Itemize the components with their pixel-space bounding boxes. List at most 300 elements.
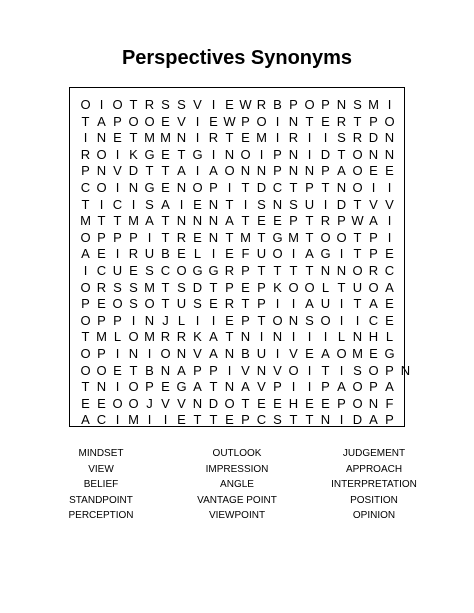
grid-letter: P (193, 362, 202, 378)
grid-letter: O (112, 97, 123, 112)
grid-letter: F (385, 395, 394, 411)
grid-letter: S (129, 296, 138, 312)
grid-letter: N (384, 146, 395, 162)
grid-letter: A (161, 196, 170, 212)
grid-letter: P (241, 312, 250, 328)
grid-letter: N (320, 412, 331, 428)
grid-letter: T (353, 229, 362, 245)
grid-letter: E (113, 130, 122, 146)
grid-letter: C (272, 180, 283, 195)
grid-letter: N (224, 346, 235, 361)
grid-letter: N (320, 263, 331, 278)
grid-letter: H (368, 329, 379, 345)
grid-letter: V (177, 113, 186, 129)
grid-letter: M (128, 412, 139, 428)
grid-letter: R (80, 146, 91, 162)
grid-letter: M (144, 329, 155, 345)
grid-letter: O (304, 97, 315, 112)
word-list-item: INTERPRETATION (331, 479, 417, 491)
grid-letter: E (225, 246, 234, 262)
grid-letter: L (337, 329, 346, 345)
grid-letter: I (307, 329, 312, 345)
grid-letter: P (257, 296, 266, 312)
grid-letter: T (257, 229, 266, 245)
word-list-item: MINDSET (78, 448, 124, 459)
grid-letter: E (321, 395, 330, 411)
grid-letter: E (241, 130, 250, 146)
grid-letter: E (273, 213, 282, 229)
grid-letter: I (259, 329, 264, 345)
grid-letter: G (144, 146, 155, 162)
grid-letter: I (115, 180, 120, 195)
grid-letter: O (288, 279, 299, 295)
grid-letter: P (209, 180, 218, 195)
grid-letter: N (208, 229, 219, 245)
grid-letter: O (96, 362, 107, 378)
grid-letter: R (96, 279, 107, 295)
grid-letter: O (80, 346, 91, 361)
grid-letter: E (113, 362, 122, 378)
grid-letter: T (241, 296, 250, 312)
grid-letter: O (96, 146, 107, 162)
grid-letter: I (259, 146, 264, 162)
grid-letter: N (352, 329, 363, 345)
grid-letter: I (339, 362, 344, 378)
grid-letter: N (288, 113, 299, 129)
grid-letter: G (208, 263, 219, 278)
grid-letter: T (81, 196, 90, 212)
grid-letter: T (353, 113, 362, 129)
grid-letter: R (176, 229, 187, 245)
grid-letter: E (81, 395, 90, 411)
grid-letter: T (97, 213, 106, 229)
grid-letter: R (144, 97, 155, 112)
grid-letter: P (97, 346, 106, 361)
grid-letter: P (257, 279, 266, 295)
grid-letter: O (368, 362, 379, 378)
grid-letter: M (144, 130, 155, 146)
grid-letter: P (369, 246, 378, 262)
grid-letter: I (387, 97, 392, 112)
grid-letter: A (145, 213, 154, 229)
grid-letter: R (336, 113, 347, 129)
grid-letter: A (305, 296, 314, 312)
grid-letter: A (369, 213, 378, 229)
grid-letter: N (272, 329, 283, 345)
grid-letter: I (387, 229, 392, 245)
grid-letter: T (81, 113, 90, 129)
grid-letter: N (208, 196, 219, 212)
grid-letter: T (305, 263, 314, 278)
grid-letter: P (369, 113, 378, 129)
grid-letter: T (161, 163, 170, 179)
grid-letter: I (115, 146, 120, 162)
grid-letter: K (193, 329, 202, 345)
grid-letter: T (289, 412, 298, 428)
word-list-item: IMPRESSION (205, 463, 269, 475)
grid-letter: U (320, 296, 331, 312)
grid-letter: N (288, 163, 299, 179)
grid-letter: L (113, 329, 122, 345)
grid-letter: T (241, 213, 250, 229)
grid-letter: O (272, 246, 283, 262)
grid-letter: S (353, 362, 362, 378)
grid-letter: O (144, 296, 155, 312)
grid-letter: A (337, 163, 346, 179)
grid-letter: P (385, 362, 394, 378)
grid-letter: S (289, 196, 298, 212)
grid-letter: D (336, 196, 347, 212)
grid-letter: I (307, 362, 312, 378)
grid-letter: T (161, 296, 170, 312)
grid-letter: M (288, 229, 299, 245)
grid-letter: T (129, 97, 138, 112)
grid-letter: T (353, 196, 362, 212)
grid-letter: C (160, 263, 171, 278)
grid-letter: T (209, 279, 218, 295)
grid-letter: I (275, 296, 280, 312)
grid-letter: E (273, 395, 282, 411)
grid-letter: P (113, 113, 122, 129)
grid-letter: T (305, 412, 314, 428)
grid-letter: E (257, 395, 266, 411)
grid-letter: N (96, 130, 107, 146)
grid-letter: I (83, 130, 88, 146)
grid-letter: I (227, 180, 232, 195)
grid-letter: P (321, 163, 330, 179)
grid-letter: N (192, 213, 203, 229)
grid-letter: E (161, 146, 170, 162)
grid-letter: E (225, 412, 234, 428)
grid-letter: E (193, 229, 202, 245)
grid-letter: A (81, 412, 90, 428)
grid-letter: O (128, 113, 139, 129)
grid-letter: D (320, 146, 331, 162)
grid-letter: U (256, 246, 267, 262)
grid-letter: R (256, 97, 267, 112)
grid-letter: T (337, 146, 346, 162)
grid-letter: I (291, 246, 296, 262)
word-list-item: VIEW (88, 463, 114, 475)
grid-letter: P (273, 146, 282, 162)
grid-letter: T (225, 229, 234, 245)
grid-letter: T (161, 229, 170, 245)
grid-letter: P (369, 229, 378, 245)
grid-letter: O (80, 229, 91, 245)
grid-letter: V (257, 379, 266, 395)
grid-letter: I (291, 296, 296, 312)
grid-letter: N (192, 395, 203, 411)
grid-letter: I (195, 163, 200, 179)
grid-letter: S (273, 412, 282, 428)
grid-letter: E (161, 180, 170, 195)
grid-letter: T (241, 180, 250, 195)
grid-letter: I (307, 146, 312, 162)
grid-letter: I (211, 246, 216, 262)
grid-letter: S (353, 97, 362, 112)
grid-letter: G (384, 346, 395, 361)
grid-letter: R (368, 263, 379, 278)
grid-letter: R (224, 263, 235, 278)
grid-letter: T (257, 263, 266, 278)
grid-letter: S (337, 130, 346, 146)
grid-letter: B (161, 246, 170, 262)
grid-letter: T (241, 395, 250, 411)
grid-letter: I (323, 130, 328, 146)
grid-letter: I (179, 196, 184, 212)
grid-letter: P (305, 180, 314, 195)
grid-letter: N (176, 213, 187, 229)
grid-letter: R (320, 213, 331, 229)
grid-letter: V (113, 163, 122, 179)
grid-letter: M (160, 130, 171, 146)
grid-letter: M (368, 97, 379, 112)
grid-letter: P (321, 379, 330, 395)
grid-letter: O (368, 279, 379, 295)
grid-letter: A (97, 113, 106, 129)
grid-letter: E (369, 346, 378, 361)
grid-letter: E (193, 196, 202, 212)
grid-letter: O (320, 229, 331, 245)
grid-letter: P (321, 97, 330, 112)
grid-letter: D (256, 180, 267, 195)
grid-letter: N (208, 213, 219, 229)
grid-letter: I (339, 312, 344, 328)
grid-letter: B (273, 97, 282, 112)
grid-letter: E (97, 246, 106, 262)
grid-letter: P (81, 163, 90, 179)
grid-letter: O (288, 362, 299, 378)
grid-letter: P (337, 213, 346, 229)
grid-letter: N (256, 362, 267, 378)
grid-letter: T (321, 362, 330, 378)
grid-letter: O (352, 379, 363, 395)
grid-letter: O (80, 279, 91, 295)
grid-letter: P (97, 229, 106, 245)
grid-letter: O (304, 279, 315, 295)
word-search-grid (69, 87, 411, 428)
grid-letter: I (99, 97, 104, 112)
grid-letter: E (385, 246, 394, 262)
grid-letter: B (241, 346, 250, 361)
grid-letter: R (160, 329, 171, 345)
grid-letter: E (369, 163, 378, 179)
grid-letter: A (337, 379, 346, 395)
word-list-item: OUTLOOK (212, 448, 262, 459)
grid-letter: E (225, 312, 234, 328)
grid-letter: N (176, 130, 187, 146)
grid-letter: G (272, 229, 283, 245)
grid-letter: O (224, 163, 235, 179)
grid-letter: U (144, 246, 155, 262)
grid-letter: A (177, 163, 186, 179)
grid-letter: C (96, 263, 107, 278)
word-list-item: VIEWPOINT (208, 510, 266, 522)
grid-letter: I (115, 412, 120, 428)
word-list-item: VANTAGE POINT (197, 494, 277, 506)
grid-letter: O (80, 312, 91, 328)
grid-letter: I (323, 329, 328, 345)
word-list-item: ANGLE (220, 479, 254, 491)
grid-letter: A (193, 379, 202, 395)
grid-letter: R (208, 130, 219, 146)
grid-letter: R (224, 296, 235, 312)
grid-letter: C (112, 196, 123, 212)
grid-letter: V (289, 346, 298, 361)
grid-letter: I (131, 312, 136, 328)
grid-letter: S (145, 263, 154, 278)
grid-letter: C (368, 312, 379, 328)
grid-letter: E (241, 279, 250, 295)
grid-letter: T (81, 329, 90, 345)
grid-letter: M (144, 279, 155, 295)
grid-letter: A (369, 296, 378, 312)
grid-letter: P (337, 395, 346, 411)
grid-letter: A (305, 246, 314, 262)
grid-letter: O (224, 395, 235, 411)
grid-letter: T (337, 279, 346, 295)
grid-letter: P (81, 296, 90, 312)
grid-letter: E (257, 213, 266, 229)
grid-letter: P (113, 312, 122, 328)
grid-letter: N (128, 346, 139, 361)
grid-letter: I (115, 246, 120, 262)
grid-letter: D (192, 279, 203, 295)
grid-letter: N (224, 146, 235, 162)
grid-letter: V (241, 362, 250, 378)
grid-letter: I (307, 130, 312, 146)
grid-letter: I (211, 312, 216, 328)
grid-letter: T (225, 130, 234, 146)
grid-letter: T (177, 146, 186, 162)
grid-letter: I (307, 379, 312, 395)
grid-letter: T (113, 213, 122, 229)
grid-letter: H (288, 395, 299, 411)
grid-letter: W (223, 113, 236, 129)
grid-letter: L (177, 312, 186, 328)
grid-letter: P (241, 412, 250, 428)
grid-letter: T (209, 379, 218, 395)
grid-letter: T (209, 412, 218, 428)
grid-letter: N (176, 346, 187, 361)
grid-letter: O (352, 395, 363, 411)
grid-letter: N (96, 163, 107, 179)
grid-letter: P (241, 263, 250, 278)
grid-letter: I (211, 97, 216, 112)
grid-letter: U (304, 196, 315, 212)
grid-letter: T (353, 296, 362, 312)
grid-letter: T (225, 329, 234, 345)
grid-letter: I (323, 196, 328, 212)
grid-letter: V (369, 196, 378, 212)
grid-letter: F (241, 246, 250, 262)
grid-letter: E (177, 246, 186, 262)
grid-letter: A (385, 279, 394, 295)
grid-letter: O (272, 312, 283, 328)
grid-letter: C (384, 263, 395, 278)
grid-letter: S (257, 196, 266, 212)
grid-letter: P (129, 229, 138, 245)
grid-letter: A (81, 246, 90, 262)
grid-letter: O (256, 113, 267, 129)
grid-letter: N (336, 97, 347, 112)
grid-letter: N (240, 163, 251, 179)
grid-letter: I (115, 379, 120, 395)
grid-letter: N (160, 362, 171, 378)
grid-letter: N (288, 146, 299, 162)
grid-letter: N (336, 263, 347, 278)
grid-letter: T (257, 312, 266, 328)
grid-letter: E (305, 395, 314, 411)
word-list-item: POSITION (350, 494, 398, 506)
grid-letter: P (145, 379, 154, 395)
grid-letter: E (97, 296, 106, 312)
grid-letter: A (209, 163, 218, 179)
grid-letter: I (355, 312, 360, 328)
grid-letter: O (352, 163, 363, 179)
grid-letter: O (144, 113, 155, 129)
grid-letter: T (305, 229, 314, 245)
grid-letter: L (321, 279, 330, 295)
grid-letter: I (115, 346, 120, 361)
grid-letter: T (273, 263, 282, 278)
word-list-item: BELIEF (83, 479, 119, 491)
grid-letter: T (161, 279, 170, 295)
grid-letter: I (147, 412, 152, 428)
grid-letter: N (384, 130, 395, 146)
grid-letter: J (162, 312, 169, 328)
grid-letter: B (145, 362, 154, 378)
grid-letter: E (161, 379, 170, 395)
grid-letter: N (368, 395, 379, 411)
grid-letter: A (369, 412, 378, 428)
grid-letter: U (352, 279, 363, 295)
grid-letter: I (339, 246, 344, 262)
grid-letter: O (320, 312, 331, 328)
grid-letter: O (160, 346, 171, 361)
grid-letter: S (305, 312, 314, 328)
grid-letter: W (351, 213, 364, 229)
grid-letter: S (193, 296, 202, 312)
grid-letter: T (305, 113, 314, 129)
grid-letter: P (289, 97, 298, 112)
grid-letter: E (385, 312, 394, 328)
grid-letter: N (304, 163, 315, 179)
grid-letter: S (129, 279, 138, 295)
grid-letter: E (225, 97, 234, 112)
grid-letter: N (96, 379, 107, 395)
grid-letter: O (352, 180, 363, 195)
grid-letter: N (400, 362, 411, 378)
grid-letter: I (339, 412, 344, 428)
grid-letter: M (240, 229, 251, 245)
grid-letter: M (128, 213, 139, 229)
grid-letter: P (97, 312, 106, 328)
grid-letter: V (177, 395, 186, 411)
grid-letter: A (177, 362, 186, 378)
grid-letter: P (273, 163, 282, 179)
grid-letter: O (352, 263, 363, 278)
page-title: Perspectives Synonyms (121, 47, 353, 69)
grid-letter: U (256, 346, 267, 361)
grid-letter: G (192, 263, 203, 278)
grid-letter: D (368, 130, 379, 146)
grid-letter: S (177, 97, 186, 112)
grid-letter: I (291, 379, 296, 395)
grid-letter: P (209, 362, 218, 378)
grid-letter: I (195, 312, 200, 328)
grid-letter: L (193, 246, 202, 262)
